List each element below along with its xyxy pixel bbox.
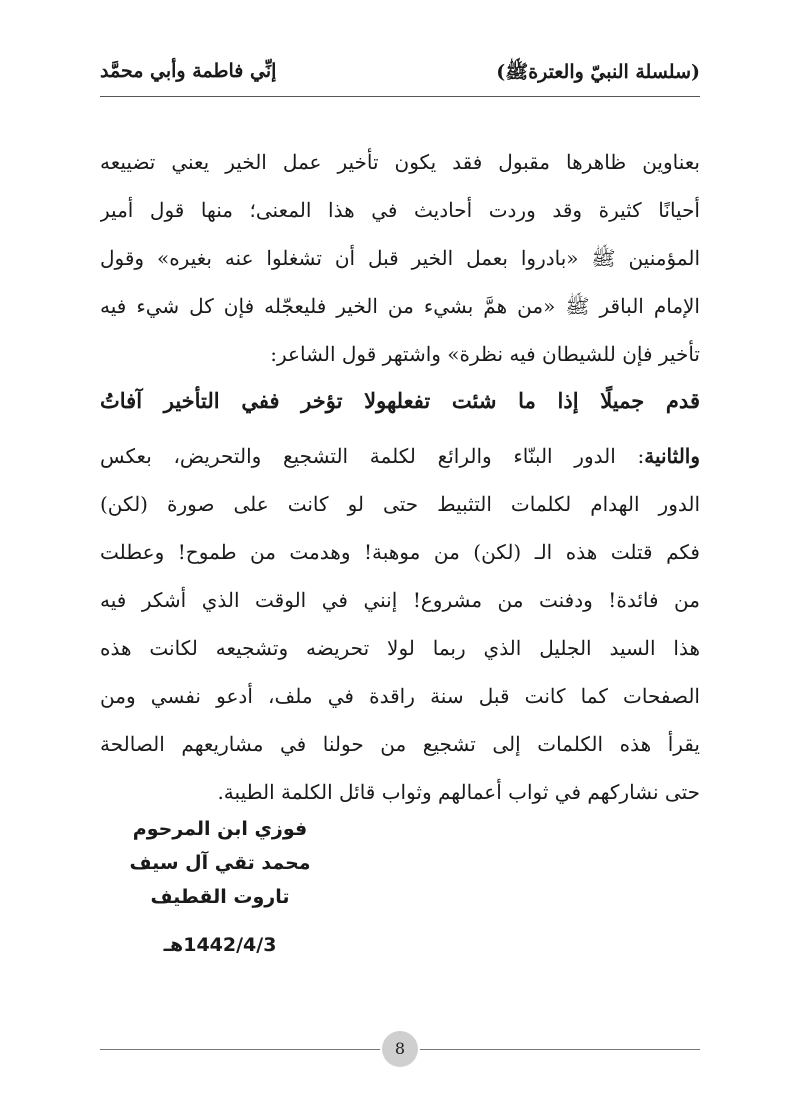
verse-hemistich-first: قدم جميلًا إذا ما شئت تفعله bbox=[386, 388, 700, 413]
footer-rule-left bbox=[100, 1049, 380, 1050]
paragraph-first-line bbox=[100, 432, 700, 480]
text-line: الصفحات كما كانت قبل سنة راقدة في ملف، أدعو نفسي ومن bbox=[100, 684, 700, 708]
text-line: من فائدة! ودفنت من مشروع! إنني في الوقت الذي أشكر فيه bbox=[100, 588, 700, 612]
paragraph-first-line-text: : الدور البنّاء والرائع لكلمة التشجيع والتحريض، بعكس bbox=[100, 444, 645, 468]
running-header bbox=[0, 50, 800, 90]
page-footer bbox=[0, 1025, 800, 1075]
main-text bbox=[100, 138, 700, 816]
text-line: فكم قتلت هذه الـ (لكن) من موهبة! وهدمت من طموح! وعطلت bbox=[100, 540, 700, 564]
text-line: الإمام الباقر ﷺ «من همَّ بشيء من الخير فليعجّله فإن كل شيء فيه bbox=[100, 294, 700, 318]
author-place: تاروت القطيف bbox=[150, 886, 290, 908]
author-name-line-2: محمد تقي آل سيف bbox=[129, 852, 311, 874]
signature-date: 1442/4/3هـ bbox=[163, 934, 277, 956]
text-line: هذا السيد الجليل الذي ربما لولا تحريضه وتشجيعه لكانت هذه bbox=[100, 636, 700, 660]
author-signature bbox=[120, 812, 320, 962]
footer-rule-right bbox=[420, 1049, 700, 1050]
page-number-badge: 8 bbox=[382, 1031, 418, 1067]
text-line: المؤمنين ﷺ «بادروا بعمل الخير قبل أن تشغلوا عنه بغيره» وقول bbox=[100, 246, 700, 270]
paragraph-gap bbox=[100, 424, 700, 432]
header-rule bbox=[100, 96, 700, 97]
second-point-term: والثانية bbox=[644, 444, 700, 468]
series-title: (سلسلة النبيّ والعترةﷺ) bbox=[496, 61, 700, 83]
verse-hemistich-second: ولا تؤخر ففي التأخير آفاتُ bbox=[100, 388, 387, 413]
poetry-verse bbox=[100, 378, 700, 424]
author-name-line-1: فوزي ابن المرحوم bbox=[132, 818, 308, 840]
text-line: أحيانًا كثيرة وقد وردت أحاديث في هذا المعنى؛ منها قول أمير bbox=[100, 198, 700, 222]
book-title: إنِّي فاطمة وأبي محمَّد bbox=[100, 60, 277, 82]
text-line: حتى نشاركهم في ثواب أعمالهم وثواب قائل الكلمة الطيبة. bbox=[217, 780, 700, 804]
text-line: بعناوين ظاهرها مقبول فقد يكون تأخير عمل الخير يعني تضييعه bbox=[100, 150, 700, 174]
text-line: الدور الهدام لكلمات التثبيط حتى لو كانت على صورة (لكن) bbox=[100, 492, 700, 516]
text-line: تأخير فإن للشيطان فيه نظرة» واشتهر قول الشاعر: bbox=[270, 342, 700, 366]
text-line: يقرأ هذه الكلمات إلى تشجيع من حولنا في مشاريعهم الصالحة bbox=[100, 732, 700, 756]
